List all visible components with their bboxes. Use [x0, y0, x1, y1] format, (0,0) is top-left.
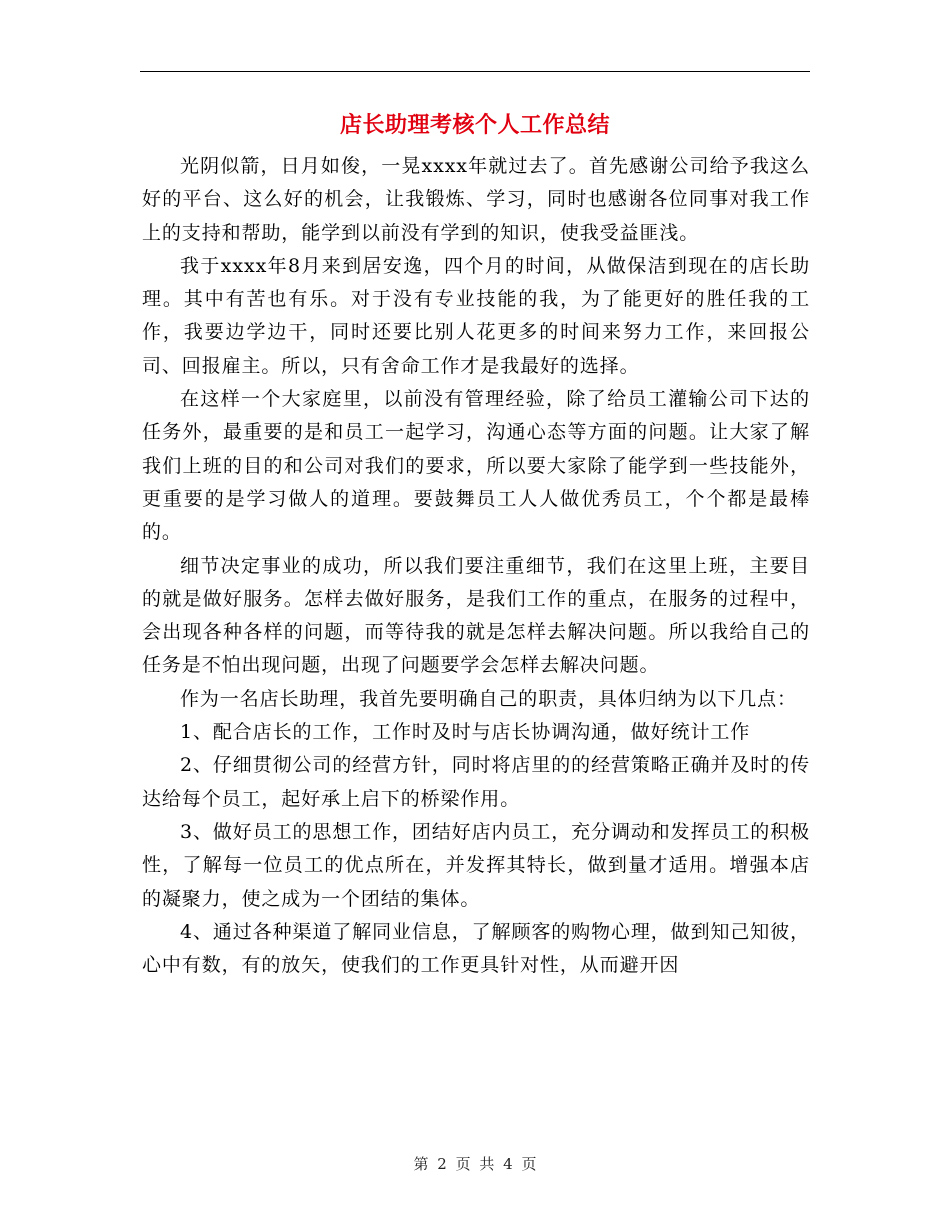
paragraph: 作为一名店长助理，我首先要明确自己的职责，具体归纳为以下几点： — [180, 687, 797, 710]
page-number: 第 2 页 共 4 页 — [413, 1155, 537, 1173]
list-item: 4、通过各种渠道了解同业信息，了解顾客的购物心理，做到知己知彼，心中有数，有的放矢，使我们的工作更具针对性，从而避开因 — [142, 920, 810, 977]
paragraph: 细节决定事业的成功，所以我们要注重细节，我们在这里上班，主要目的就是做好服务。怎样去做好服务，是我们工作的重点，在服务的过程中，会出现各种各样的问题，而等待我的就是怎样去解决问题。所以我给自己的任务是不怕出现问题，出现了问题要学会怎样去解决问题。 — [142, 554, 810, 677]
paragraph: 在这样一个大家庭里，以前没有管理经验，除了给员工灌输公司下达的任务外，最重要的是和员工一起学习，沟通心态等方面的问题。让大家了解我们上班的目的和公司对我们的要求，所以要大家除了能学到一些技能外，更重要的是学习做人的道理。要鼓舞员工人人做优秀员工，个个都是最棒的。 — [142, 388, 810, 544]
list-item: 3、做好员工的思想工作，团结好店内员工，充分调动和发挥员工的积极性，了解每一位员工的优点所在，并发挥其特长，做到量才适用。增强本店的凝聚力，使之成为一个团结的集体。 — [142, 820, 810, 910]
paragraph: 光阴似箭，日月如俊，一晃xxxx年就过去了。首先感谢公司给予我这么好的平台、这么好的机会，让我锻炼、学习，同时也感谢各位同事对我工作上的支持和帮助，能学到以前没有学到的知识，使我受益匪浅。 — [142, 155, 810, 244]
list-item: 2、仔细贯彻公司的经营方针，同时将店里的的经营策略正确并及时的传达给每个员工，起好承上启下的桥梁作用。 — [142, 754, 810, 810]
paragraph: 我于xxxx年8月来到居安逸，四个月的时间，从做保洁到现在的店长助理。其中有苦也有乐。对于没有专业技能的我，为了能更好的胜任我的工作，我要边学边干，同时还要比别人花更多的时间来努力工作，来回报公司、回报雇主。所以，只有舍命工作才是我最好的选择。 — [142, 254, 810, 377]
document-body — [142, 150, 810, 982]
list-item: 1、配合店长的工作，工作时及时与店长协调沟通，做好统计工作 — [180, 721, 751, 744]
document-title: 店长助理考核个人工作总结 — [339, 112, 610, 138]
header-rule — [140, 71, 810, 72]
